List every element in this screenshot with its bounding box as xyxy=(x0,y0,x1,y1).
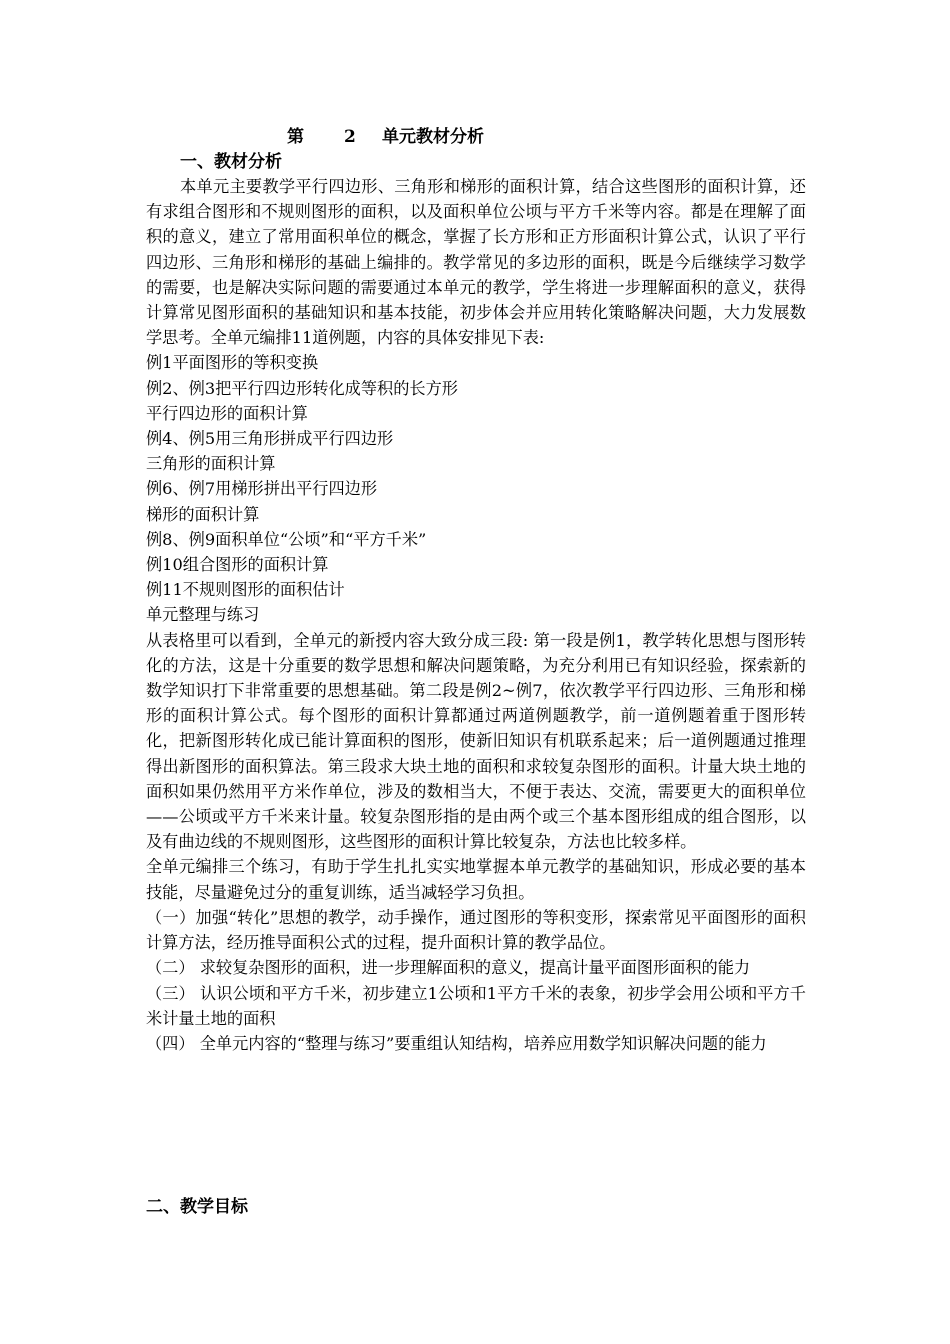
list-item: 例8、例9面积单位“公顷”和“平方千米” xyxy=(146,529,427,549)
document-body xyxy=(146,174,806,1056)
list-item: 平行四边形的面积计算 xyxy=(146,403,308,423)
intro-paragraph: 本单元主要教学平行四边形、三角形和梯形的面积计算，结合这些图形的面积计算，还有求组合图形和不规则图形的面积，以及面积单位公顷与平方千米等内容。都是在理解了面积的意义，建立了常用面积单位的概念，掌握了长方形和正方形面积计算公式，认识了平行四边形、三角形和梯形的基础上编排的。教学常见的多边形的面积，既是今后继续学习数学的需要，也是解决实际问题的需要通过本单元的教学，学生将进一步理解面积的意义，获得计算常见图形面积的基础知识和基本技能，初步体会并应用转化策略解决问题，大力发展数学思考。全单元编排11道例题，内容的具体安排见下表: xyxy=(146,177,806,348)
list-item: 例1平面图形的等积变换 xyxy=(146,353,319,373)
list-item: 梯形的面积计算 xyxy=(146,504,260,524)
list-item: 三角形的面积计算 xyxy=(146,454,276,474)
point-item: （二） 求较复杂图形的面积，进一步理解面积的意义，提高计量平面图形面积的能力 xyxy=(146,958,751,978)
list-item: 例2、例3把平行四边形转化成等积的长方形 xyxy=(146,378,458,398)
title-part-3: 单元教材分析 xyxy=(382,127,484,147)
list-item: 例10组合图形的面积计算 xyxy=(146,555,329,575)
point-item: （四） 全单元内容的“整理与练习”要重组认知结构，培养应用数学知识解决问题的能力 xyxy=(146,1033,767,1053)
analysis-paragraph: 从表格里可以看到，全单元的新授内容大致分成三段: 第一段是例1，教学转化思想与图形转化的方法，这是十分重要的数学思想和解决问题策略，为充分利用已有知识经验，探索新的数学知识打下非常重要的思想基础。第二段是例2~例7，依次教学平行四边形、三角形和梯形的面积计算公式。每个图形的面积计算都通过两道例题教学，前一道例题着重于图形转化，把新图形转化成已能计算面积的图形，使新旧知识有机联系起来；后一道例题通过推理得出新图形的面积算法。第三段求大块土地的面积和求较复杂图形的面积。计量大块土地的面积如果仍然用平方米作单位，涉及的数相当大，不便于表达、交流，需要更大的面积单位——公顷或平方千米来计量。较复杂图形指的是由两个或三个基本图形组成的组合图形，以及有曲边线的不规则图形，这些图形的面积计算比较复杂，方法也比较多样。 xyxy=(146,630,806,852)
list-item: 例11不规则图形的面积估计 xyxy=(146,580,345,600)
point-item: （一）加强“转化”思想的教学，动手操作，通过图形的等积变形，探索常见平面图形的面积计算方法，经历推导面积公式的过程，提升面积计算的教学品位。 xyxy=(146,907,806,953)
title-part-1: 第 xyxy=(287,127,304,147)
point-item: （三） 认识公顷和平方千米，初步建立1公顷和1平方千米的表象，初步学会用公顷和平方千米计量土地的面积 xyxy=(146,983,806,1028)
practice-paragraph: 全单元编排三个练习，有助于学生扎扎实实地掌握本单元教学的基础知识，形成必要的基本技能，尽量避免过分的重复训练，适当减轻学习负担。 xyxy=(146,857,806,902)
list-item: 单元整理与练习 xyxy=(146,605,260,625)
title-part-2: 2 xyxy=(344,127,356,147)
list-item: 例4、例5用三角形拼成平行四边形 xyxy=(146,429,394,449)
section-heading-goals: 二、教学目标 xyxy=(146,1197,248,1217)
list-item: 例6、例7用梯形拼出平行四边形 xyxy=(146,479,378,499)
section-heading-materials: 一、教材分析 xyxy=(180,152,282,172)
